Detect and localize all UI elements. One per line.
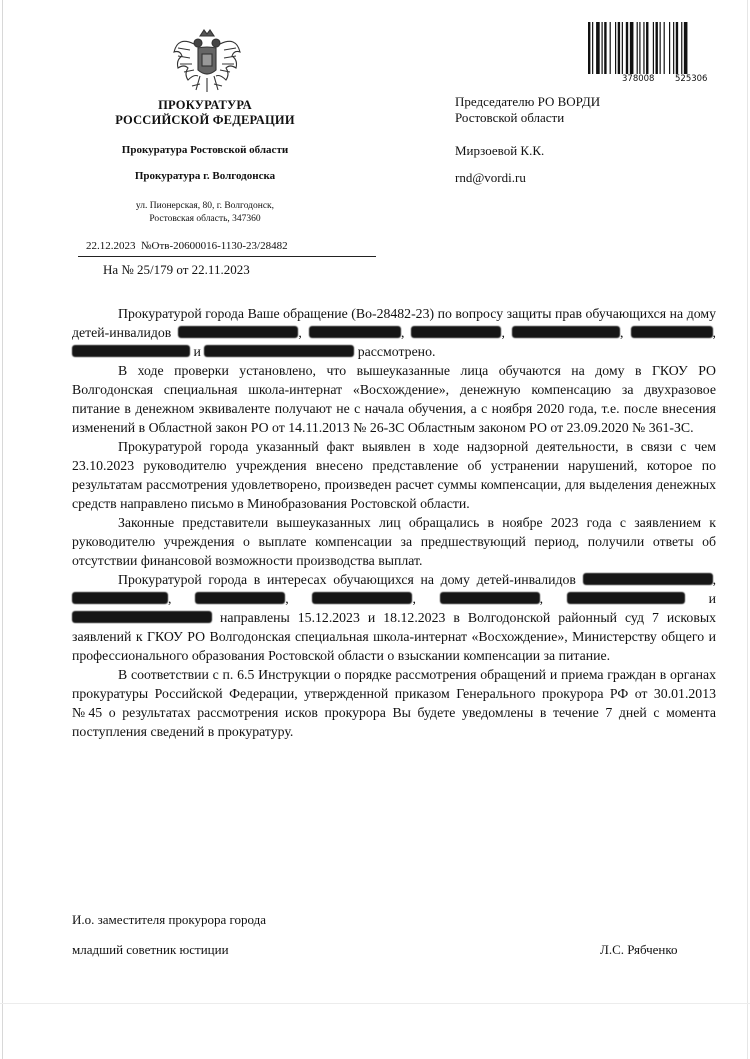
redaction-mark bbox=[567, 592, 685, 604]
paragraph-4: Законные представители вышеуказанных лиц обращались в ноябре 2023 года с заявлением к руководителю учреждения о выплате компенсации за предшествующий период, получили ответы об отсутствии финансовой возможности производства выплат. bbox=[72, 515, 716, 568]
redaction-mark bbox=[411, 326, 501, 338]
redaction-mark bbox=[631, 326, 713, 338]
paragraph-1: Прокуратурой города Ваше обращение (Во-28482-23) по вопросу защиты прав обучающихся на дому детей-инвалидов , , , , , и рассмотрено. bbox=[72, 306, 716, 359]
emblem-icon bbox=[170, 26, 244, 96]
redaction-mark bbox=[512, 326, 620, 338]
barcode-number-left: 378008 bbox=[622, 74, 655, 84]
signatory-position: И.о. заместителя прокурора города bbox=[72, 912, 267, 927]
redaction-mark bbox=[72, 592, 168, 604]
address-line-1: ул. Пионерская, 80, г. Волгодонск, bbox=[135, 201, 275, 211]
paragraph-5-text: Прокуратурой города в интересах обучающихся на дому детей-инвалидов bbox=[118, 572, 576, 587]
redaction-mark bbox=[440, 592, 540, 604]
paragraph-2: В ходе проверки установлено, что вышеуказанные лица обучаются на дому в ГКОУ РО Волгодонская специальная школа-интернат «Восхождение», денежную компенсацию за двухразовое питание в денежном эквиваленте получают не с начала обучения, а с ноября 2020 года, т.е. после внесения изменений в Областной закон РО от 14.11.2013 № 26-ЗС Областным законом РО от 23.09.2020 № 361-ЗС. bbox=[72, 363, 716, 435]
addressee-line-2: Ростовской области bbox=[455, 110, 565, 125]
addressee-line-1: Председателю РО ВОРДИ bbox=[455, 94, 601, 109]
redaction-mark bbox=[195, 592, 285, 604]
redaction-mark bbox=[309, 326, 401, 338]
office-address bbox=[75, 200, 335, 226]
paragraph-1-text: Прокуратурой города Ваше обращение (Во-28482-23) по вопросу защиты прав обучающихся на дому детей-инвалидов bbox=[72, 306, 716, 340]
paragraph-5: Прокуратурой города в интересах обучающихся на дому детей-инвалидов , , , , , и направлены 15.12.2023 и 18.12.2023 в Волгодонской районный суд 7 исковых заявлений к ГКОУ РО Волгодонская специальная школа-интернат «Восхождение», Министерству общего и профессионального образования Ростовской области о взыскании компенсации за питание. bbox=[72, 572, 717, 663]
in-reply-to: На № 25/179 от 22.11.2023 bbox=[103, 262, 250, 277]
regional-office: Прокуратура Ростовской области bbox=[121, 144, 289, 156]
redaction-mark bbox=[178, 326, 298, 338]
paragraph-5-end: направлены 15.12.2023 и 18.12.2023 в Волгодонской районный суд 7 исковых заявлений к ГКОУ РО Волгодонская специальная школа-интернат «Восхождение», Министерству общего и профессионального образования Ростовской области о взыскании компенсации за питание. bbox=[72, 610, 717, 663]
city-office: Прокуратура г. Волгодонска bbox=[134, 170, 276, 182]
document-number: 22.12.2023 №Отв-20600016-1130-23/28482 bbox=[86, 240, 288, 252]
redaction-mark bbox=[72, 611, 212, 623]
barcode-icon bbox=[588, 22, 712, 74]
addressee-name: Мирзоевой К.К. bbox=[455, 143, 545, 158]
redaction-mark bbox=[204, 345, 354, 357]
letter-body bbox=[72, 304, 716, 741]
addressee-email: rnd@vordi.ru bbox=[455, 170, 526, 185]
paragraph-3: Прокуратурой города указанный факт выявлен в ходе надзорной деятельности, в связи с чем 23.10.2023 руководителю учреждения внесено представление об устранении нарушений, которое по результатам рассмотрения удовлетворено, произведен расчет суммы компенсации, для выделения денежных средств направлено письмо в Минобразования Ростовской области. bbox=[72, 439, 716, 511]
document-number-underline bbox=[78, 256, 376, 257]
signatory-rank: младший советник юстиции bbox=[72, 942, 229, 957]
address-line-2: Ростовская область, 347360 bbox=[149, 214, 261, 224]
redaction-mark bbox=[72, 345, 190, 357]
organization-name bbox=[75, 98, 335, 128]
redaction-mark bbox=[312, 592, 412, 604]
org-line-1: ПРОКУРАТУРА bbox=[158, 98, 252, 112]
paragraph-1-end: рассмотрено. bbox=[357, 344, 436, 359]
addressee-title bbox=[455, 94, 725, 126]
barcode-number-right: 525306 bbox=[675, 74, 708, 84]
org-line-2: РОССИЙСКОЙ ФЕДЕРАЦИИ bbox=[115, 113, 295, 127]
signatory-name: Л.С. Рябченко bbox=[600, 942, 678, 957]
paragraph-6: В соответствии с п. 6.5 Инструкции о порядке рассмотрения обращений и приема граждан в органах прокуратуры Российской Федерации, утвержденной приказом Генерального прокурора РФ от 30.01.2013 №45 о результатах рассмотрения исков прокурора Вы будете уведомлены в течение 7 дней с момента поступления сведений в прокуратуру. bbox=[72, 667, 716, 739]
redaction-mark bbox=[583, 573, 713, 585]
